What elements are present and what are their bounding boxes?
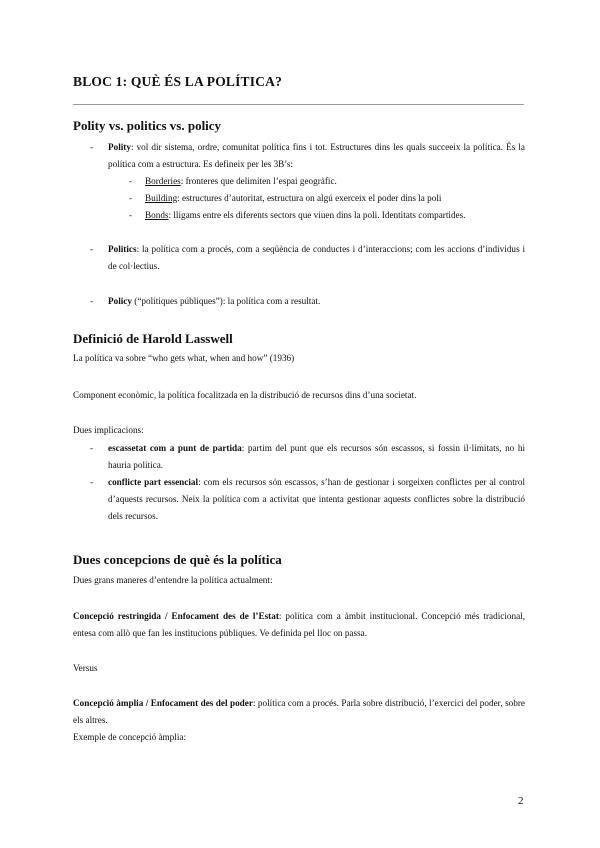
paragraph: La política va sobre “who gets what, when and how” (1936) — [73, 353, 295, 363]
subheading-polity: Polity vs. politics vs. policy — [73, 118, 222, 133]
paragraph: Dues grans maneres d’entendre la política actualment: — [73, 575, 273, 585]
list-item-policy — [108, 293, 525, 310]
conflict-definition: : com els recursos són escassos, s’han de gestionar i sorgeixen conflictes per al control d’aquests recursos. Neix la política com a activitat que intenta gestionar aquests conflictes sobre la distribució dels recursos. — [108, 477, 525, 521]
term-politics: Politics — [108, 244, 137, 254]
sub-item-borders — [145, 173, 525, 190]
policy-definition: (“polítiques públiques”): la política com a resultat. — [131, 296, 321, 306]
term-polity: Polity — [108, 142, 131, 152]
term-building: Building — [145, 193, 178, 203]
paragraph: Versus — [73, 663, 98, 673]
politics-definition: : la política com a procés, com a seqüència de conductes i d’interaccions; com les accions d’individus i de col·lectius. — [108, 244, 525, 271]
bullet-dash: - — [129, 176, 133, 186]
bullet-dash: - — [90, 296, 94, 306]
paragraph: Component econòmic, la política focalitzada en la distribució de recursos dins d’una societat. — [73, 390, 417, 400]
list-item-polity — [108, 139, 525, 173]
list-item-politics — [108, 241, 525, 275]
sub-item-building — [145, 190, 525, 207]
term-broad: Concepció àmplia / Enfocament des del poder — [73, 698, 253, 708]
sub-item-bonds — [145, 207, 525, 224]
bullet-dash: - — [90, 142, 94, 152]
term-borders: Borderies — [145, 176, 181, 186]
list-item-scarcity — [108, 440, 525, 474]
polity-definition: : vol dir sistema, ordre, comunitat política fins i tot. Estructures dins les quals succeeix la política. És la política com a estructura. Es defineix per les 3B’s: — [108, 142, 525, 169]
restricted-definition: : política com a àmbit institucional. Concepció més tradicional, entesa com allò que fan les institucions públiques. Ve definida pel lloc on passa. — [73, 611, 525, 638]
bonds-definition: : lligams entre els diferents sectors que viuen dins la poli. Identitats compartides. — [168, 210, 466, 220]
bullet-dash: - — [129, 193, 133, 203]
paragraph-restricted — [73, 608, 525, 642]
horizontal-rule — [73, 104, 524, 105]
term-policy: Policy — [108, 296, 132, 306]
building-definition: : estructures d’autoritat, estructura on algú exerceix el poder dins la poli — [177, 193, 442, 203]
term-restricted: Concepció restringida / Enfocament des de l’Estat — [73, 611, 279, 621]
bullet-dash: - — [90, 477, 94, 487]
bullet-dash: - — [129, 210, 133, 220]
subheading-conceptions: Dues concepcions de què és la política — [73, 552, 282, 567]
bullet-dash: - — [90, 244, 94, 254]
subheading-lasswell: Definició de Harold Lasswell — [73, 331, 233, 346]
paragraph-broad — [73, 695, 525, 729]
scarcity-definition: : partim del punt que els recursos són escassos, si fossin il·limitats, no hi hauria política. — [108, 443, 525, 470]
term-conflict: conflicte part essencial — [108, 477, 199, 487]
paragraph: Exemple de concepció àmplia: — [73, 732, 187, 742]
paragraph: Dues implicacions: — [73, 425, 144, 435]
broad-definition: : política com a procés. Parla sobre distribució, l’exercici del poder, sobre els altres. — [73, 698, 525, 725]
list-item-conflict — [108, 474, 525, 525]
borders-definition: : fronteres que delimiten l’espai geogràfic. — [180, 176, 337, 186]
term-bonds: Bonds — [145, 210, 169, 220]
term-scarcity: escassetat com a punt de partida — [108, 443, 242, 453]
bullet-dash: - — [90, 443, 94, 453]
page-number: 2 — [518, 795, 524, 807]
section-heading: BLOC 1: QUÈ ÉS LA POLÍTICA? — [73, 74, 283, 89]
